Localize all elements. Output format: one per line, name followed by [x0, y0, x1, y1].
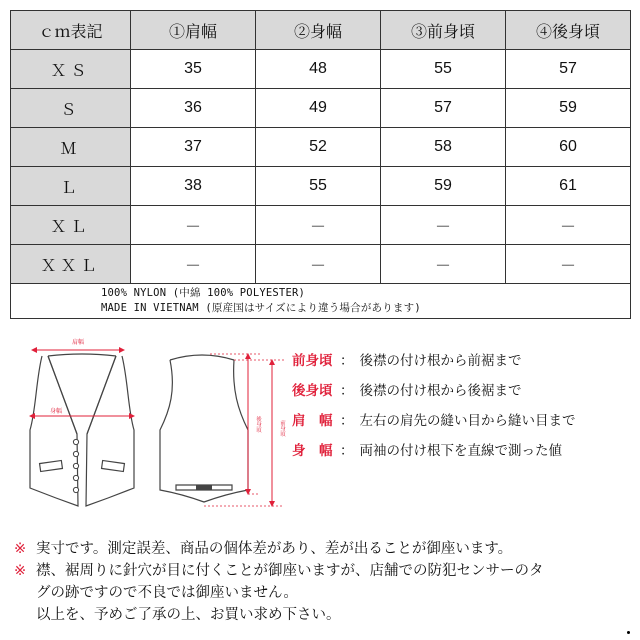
material-note-cell: [11, 284, 631, 319]
front-length-label: 前身頃: [279, 420, 285, 437]
table-cell: －: [256, 245, 381, 284]
chest-label: 身幅: [49, 408, 63, 415]
table-row: [11, 50, 631, 89]
table-row: [11, 89, 631, 128]
table-cell: 59: [506, 89, 631, 128]
note-mark: ※: [14, 541, 27, 557]
table-cell: 58: [381, 128, 506, 167]
table-row: [11, 128, 631, 167]
table-cell: 61: [506, 167, 631, 206]
front-vest-drawing: [30, 354, 134, 506]
note-line: [14, 582, 634, 604]
size-label: Ｍ: [11, 128, 131, 167]
table-cell: 55: [256, 167, 381, 206]
table-cell: 35: [131, 50, 256, 89]
table-row: [11, 245, 631, 284]
legend-desc: 後襟の付け根から後裾まで: [359, 383, 522, 399]
table-row: [11, 206, 631, 245]
table-cell: 48: [256, 50, 381, 89]
note-text: グの跡ですので不良では御座いません。: [36, 585, 298, 601]
table-cell: 52: [256, 128, 381, 167]
legend-item: 身 幅 ： 両袖の付け根下を直線で測った値: [292, 434, 632, 464]
legend-item: 前身頃 ： 後襟の付け根から前裾まで: [292, 344, 632, 374]
header-cell-chest: ②身幅: [256, 11, 381, 50]
back-length-label: 後身頃: [255, 416, 261, 433]
legend-desc: 左右の肩先の縫い目から縫い目まで: [359, 413, 576, 429]
table-cell: －: [506, 206, 631, 245]
header-cell-unit: ｃｍ表記: [11, 11, 131, 50]
size-label: Ｌ: [11, 167, 131, 206]
size-label: ＸＸＬ: [11, 245, 131, 284]
table-cell: 57: [381, 89, 506, 128]
table-cell: －: [256, 206, 381, 245]
size-label: ＸＳ: [11, 50, 131, 89]
legend-item: 肩 幅 ： 左右の肩先の縫い目から縫い目まで: [292, 404, 632, 434]
legend-item: 後身頃 ： 後襟の付け根から後裾まで: [292, 374, 632, 404]
table-cell: －: [131, 245, 256, 284]
size-label: Ｓ: [11, 89, 131, 128]
note-text: 襟、裾周りに針穴が目に付くことが御座いますが、店舗での防犯センサーのタ: [36, 563, 544, 579]
table-row: [11, 167, 631, 206]
table-cell: －: [506, 245, 631, 284]
table-cell: －: [381, 245, 506, 284]
legend-term: 後身頃: [292, 383, 333, 399]
table-cell: －: [381, 206, 506, 245]
legend-desc: 後襟の付け根から前裾まで: [359, 353, 522, 369]
note-mark: ※: [14, 563, 27, 579]
table-cell: 57: [506, 50, 631, 89]
header-cell-back-length: ④後身頃: [506, 11, 631, 50]
table-header-row: [11, 11, 631, 50]
header-cell-front-length: ③前身頃: [381, 11, 506, 50]
measurement-legend: [292, 344, 632, 464]
size-table: [10, 10, 631, 319]
note-text: 以上を、予めご了承の上、お買い求め下さい。: [36, 607, 341, 623]
legend-term: 前身頃: [292, 353, 333, 369]
table-cell: －: [131, 206, 256, 245]
size-label: ＸＬ: [11, 206, 131, 245]
disclaimer-notes: [14, 538, 634, 626]
table-cell: 55: [381, 50, 506, 89]
shoulder-label: 肩幅: [71, 339, 85, 346]
table-cell: 59: [381, 167, 506, 206]
table-cell: 38: [131, 167, 256, 206]
legend-desc: 両袖の付け根下を直線で測った値: [359, 443, 562, 459]
note-line: [14, 560, 634, 582]
header-cell-shoulder: ①肩幅: [131, 11, 256, 50]
origin-note: MADE IN VIETNAM (原産国はサイズにより違う場合があります): [101, 302, 421, 314]
back-vest-drawing: [160, 355, 248, 502]
note-line: [14, 604, 634, 626]
vest-diagram: [20, 330, 292, 520]
table-cell: 36: [131, 89, 256, 128]
table-cell: 37: [131, 128, 256, 167]
legend-term: 身 幅: [292, 443, 333, 459]
material-note: 100% NYLON (中綿 100% POLYESTER): [101, 287, 306, 299]
corner-dot: [627, 631, 630, 634]
table-cell: 60: [506, 128, 631, 167]
back-vest-buckle: [196, 485, 212, 490]
legend-term: 肩 幅: [292, 413, 333, 429]
note-line: [14, 538, 634, 560]
table-note-row: [11, 284, 631, 319]
note-text: 実寸です。測定誤差、商品の個体差があり、差が出ることが御座います。: [36, 541, 513, 557]
table-cell: 49: [256, 89, 381, 128]
